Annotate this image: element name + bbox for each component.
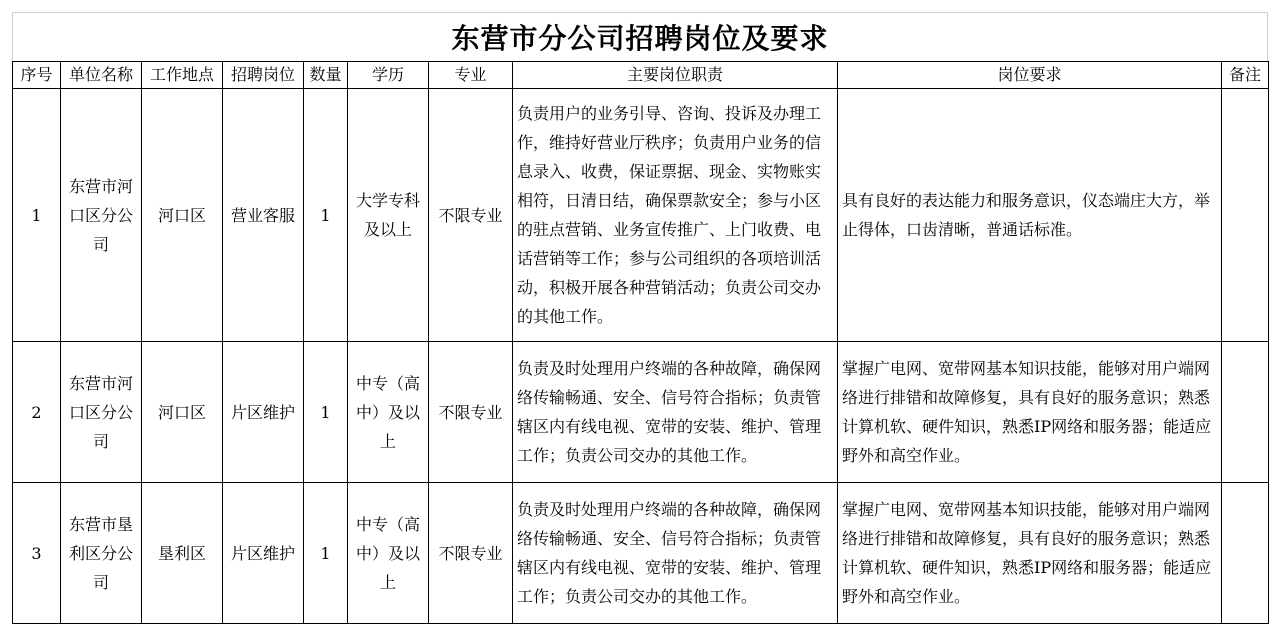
cell-no: 3 [13, 483, 61, 624]
cell-education: 中专（高中）及以上 [348, 342, 429, 483]
header-row [13, 62, 1269, 89]
cell-requirements: 具有良好的表达能力和服务意识，仪态端庄大方，举止得体，口齿清晰，普通话标准。 [838, 89, 1222, 342]
cell-duties: 负责及时处理用户终端的各种故障，确保网络传输畅通、安全、信号符合指标；负责管辖区内有线电视、宽带的安装、维护、管理工作；负责公司交办的其他工作。 [513, 342, 838, 483]
cell-position: 片区维护 [223, 342, 304, 483]
cell-major: 不限专业 [429, 89, 513, 342]
table-row [13, 342, 1269, 483]
cell-location: 河口区 [142, 342, 223, 483]
cell-unit: 东营市河口区分公司 [61, 89, 142, 342]
cell-location: 垦利区 [142, 483, 223, 624]
header-requirements: 岗位要求 [838, 62, 1222, 89]
title-row [12, 12, 1268, 61]
cell-unit: 东营市河口区分公司 [61, 342, 142, 483]
table-row [13, 483, 1269, 624]
cell-duties: 负责及时处理用户终端的各种故障，确保网络传输畅通、安全、信号符合指标；负责管辖区内有线电视、宽带的安装、维护、管理工作；负责公司交办的其他工作。 [513, 483, 838, 624]
cell-remarks [1222, 342, 1269, 483]
cell-major: 不限专业 [429, 342, 513, 483]
table-row [13, 89, 1269, 342]
header-education: 学历 [348, 62, 429, 89]
cell-duties: 负责用户的业务引导、咨询、投诉及办理工作，维持好营业厅秩序；负责用户业务的信息录入、收费，保证票据、现金、实物账实相符，日清日结，确保票款安全；参与小区的驻点营销、业务宣传推广、上门收费、电话营销等工作；参与公司组织的各项培训活动，积极开展各种营销活动；负责公司交办的其他工作。 [513, 89, 838, 342]
recruitment-sheet [12, 12, 1268, 624]
cell-requirements: 掌握广电网、宽带网基本知识技能，能够对用户端网络进行排错和故障修复，具有良好的服务意识；熟悉计算机软、硬件知识，熟悉IP网络和服务器；能适应野外和高空作业。 [838, 483, 1222, 624]
cell-count: 1 [304, 89, 348, 342]
header-no: 序号 [13, 62, 61, 89]
cell-remarks [1222, 483, 1269, 624]
header-duties: 主要岗位职责 [513, 62, 838, 89]
header-position: 招聘岗位 [223, 62, 304, 89]
cell-location: 河口区 [142, 89, 223, 342]
cell-position: 营业客服 [223, 89, 304, 342]
cell-count: 1 [304, 483, 348, 624]
header-remarks: 备注 [1222, 62, 1269, 89]
cell-education: 中专（高中）及以上 [348, 483, 429, 624]
cell-remarks [1222, 89, 1269, 342]
page-title: 东营市分公司招聘岗位及要求 [451, 22, 829, 55]
header-location: 工作地点 [142, 62, 223, 89]
cell-major: 不限专业 [429, 483, 513, 624]
cell-count: 1 [304, 342, 348, 483]
cell-no: 2 [13, 342, 61, 483]
cell-no: 1 [13, 89, 61, 342]
cell-position: 片区维护 [223, 483, 304, 624]
header-unit: 单位名称 [61, 62, 142, 89]
header-major: 专业 [429, 62, 513, 89]
cell-education: 大学专科及以上 [348, 89, 429, 342]
recruitment-table [12, 61, 1269, 624]
header-count: 数量 [304, 62, 348, 89]
cell-unit: 东营市垦利区分公司 [61, 483, 142, 624]
cell-requirements: 掌握广电网、宽带网基本知识技能，能够对用户端网络进行排错和故障修复，具有良好的服务意识；熟悉计算机软、硬件知识，熟悉IP网络和服务器；能适应野外和高空作业。 [838, 342, 1222, 483]
